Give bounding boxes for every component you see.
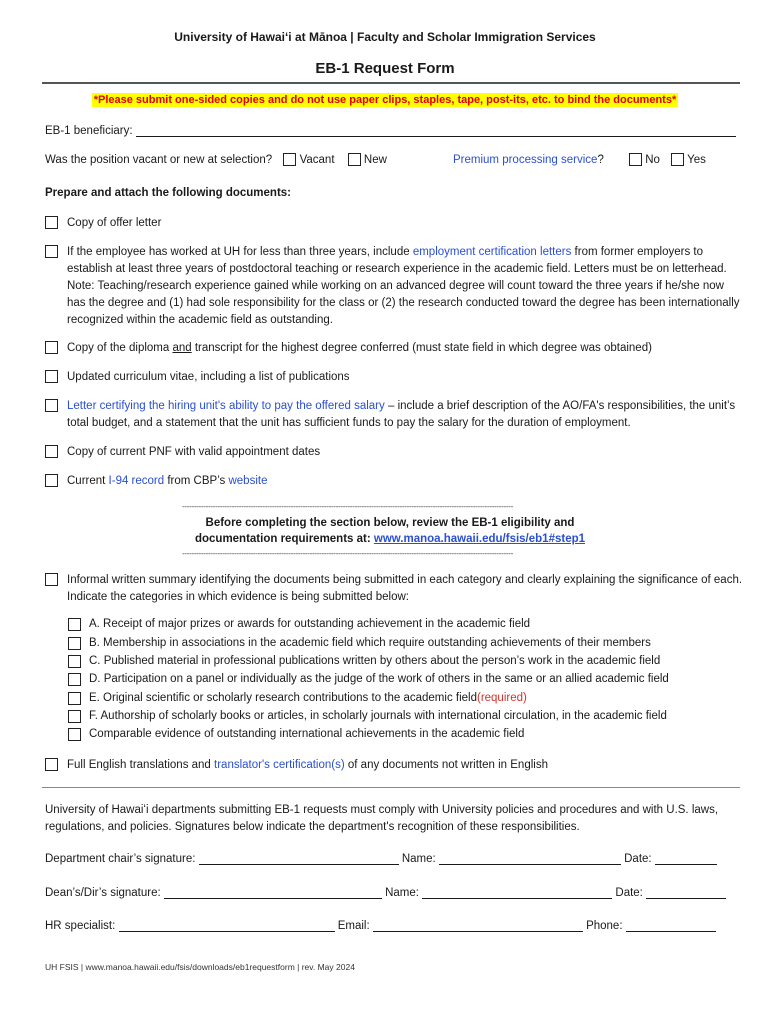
form-title: EB-1 Request Form [315, 60, 455, 77]
category-f-text: F. Authorship of scholarly books or articles, in scholarly journals with international circulation, in the academic field [89, 710, 667, 722]
dean-signature-field[interactable] [164, 886, 382, 899]
yes-label: Yes [687, 154, 706, 166]
form-footer: UH FSIS | www.manoa.hawaii.edu/fsis/downloads/eb1requestform | rev. May 2024 [45, 962, 355, 972]
doc-salary-letter [45, 398, 745, 432]
dean-signature-label: Dean’s/Dir’s signature: [45, 887, 161, 899]
category-b [68, 637, 651, 650]
notice-text: *Please submit one-sided copies and do not use paper clips, staples, tape, post-its, etc. to bind the documents* [93, 94, 677, 106]
vacant-checkbox[interactable] [283, 153, 296, 166]
chair-signature-field[interactable] [199, 852, 399, 865]
category-c-text: C. Published material in professional publications written by others about the person’s work in the academic field [89, 655, 661, 667]
dean-signature-row [45, 886, 726, 899]
summary-checkbox[interactable] [45, 573, 58, 586]
hr-email-label: Email: [337, 920, 370, 932]
diploma-text-pre: Copy of the diploma [67, 342, 173, 354]
i94-text-mid: from CBP’s [164, 475, 229, 487]
translations-text-pre: Full English translations and [67, 759, 215, 771]
diploma-and: and [172, 342, 192, 354]
form-header: University of Hawaiʻi at Mānoa | Faculty and Scholar Immigration Services [174, 30, 596, 44]
translations-text-post: of any documents not written in English [344, 759, 548, 771]
title-divider [42, 82, 740, 84]
category-d-text: D. Participation on a panel or individually as the judge of the work of others in the same or an allied academic field [89, 673, 669, 685]
category-a-checkbox[interactable] [68, 618, 81, 631]
category-a-text: A. Receipt of major prizes or awards for outstanding achievement in the academic field [89, 618, 531, 630]
i94-record-link[interactable]: I-94 record [108, 475, 165, 487]
translations-text [67, 757, 548, 774]
category-e-text: E. Original scientific or scholarly research contributions to the academic field [89, 692, 477, 704]
pnf-text: Copy of current PNF with valid appointment dates [67, 446, 321, 458]
translator-certification-link[interactable]: translator's certification(s) [214, 759, 345, 771]
dean-date-field[interactable] [646, 886, 726, 899]
doc-employment-letters [45, 244, 745, 329]
category-c [68, 655, 660, 668]
chair-name-label: Name: [401, 853, 436, 865]
employment-letters-text [67, 244, 745, 329]
category-e [68, 692, 527, 705]
category-comparable-checkbox[interactable] [68, 728, 81, 741]
new-label: New [363, 154, 387, 166]
category-f-checkbox[interactable] [68, 710, 81, 723]
category-e-checkbox[interactable] [68, 692, 81, 705]
premium-no-checkbox[interactable] [629, 153, 642, 166]
chair-date-label: Date: [624, 853, 652, 865]
position-question: Was the position vacant or new at selection? [45, 154, 273, 166]
review-line-2 [150, 531, 630, 547]
review-notice [150, 515, 630, 547]
review-line-2-text: documentation requirements at: [194, 533, 374, 545]
category-c-checkbox[interactable] [68, 655, 81, 668]
pnf-checkbox[interactable] [45, 445, 58, 458]
premium-processing-link[interactable]: Premium processing service [453, 154, 598, 166]
i94-checkbox[interactable] [45, 474, 58, 487]
doc-translations [45, 757, 745, 774]
category-d-checkbox[interactable] [68, 673, 81, 686]
binding-notice [0, 94, 770, 106]
hr-specialist-field[interactable] [119, 919, 335, 932]
category-a [68, 618, 530, 631]
i94-text-pre: Current [67, 475, 109, 487]
employment-text-post: from former employers to establish at least three years of postdoctoral teaching or research experience in the academic field. Letters must be on letterhead. Note: Teaching/research experience gained while working on an advanced degree will count toward the three years if he/she now has the degree and (1) had sole responsibility for the class or (2) the research conducted toward the degree has been internationally recognized within the academic field as outstanding. [67, 246, 740, 326]
diploma-checkbox[interactable] [45, 341, 58, 354]
category-b-checkbox[interactable] [68, 637, 81, 650]
cv-text: Updated curriculum vitae, including a list of publications [67, 371, 350, 383]
doc-summary [45, 572, 745, 606]
hr-email-field[interactable] [373, 919, 583, 932]
separator-bottom: -------------------------------------------------------------------------------------------------------------------------------------------- [182, 549, 513, 558]
vacant-label: Vacant [299, 154, 335, 166]
dean-date-label: Date: [615, 887, 643, 899]
compliance-statement [45, 802, 745, 836]
position-row [45, 153, 387, 166]
compliance-text: University of Hawaiʻi departments submitting EB-1 requests must comply with University policies and procedures and with U.S. laws, regulations, and policies. Signatures below indicate the department's recognition of these responsibilities. [45, 804, 719, 833]
category-comparable-text: Comparable evidence of outstanding international achievements in the academic field [89, 728, 525, 740]
category-comparable [68, 728, 524, 741]
hr-phone-label: Phone: [586, 920, 623, 932]
salary-text-post: – include a brief description of the AO/FA's responsibilities, the unit’s total budget, and a statement that the unit has sufficient funds to pay the salary for the duration of employment. [67, 400, 736, 429]
employment-text-pre: If the employee has worked at UH for less than three years, include [67, 246, 413, 258]
chair-name-field[interactable] [439, 852, 621, 865]
category-b-text: B. Membership in associations in the academic field which require outstanding achievements of their members [89, 637, 651, 649]
category-f [68, 710, 667, 723]
dean-name-field[interactable] [422, 886, 612, 899]
chair-signature-row [45, 852, 717, 865]
salary-letter-text [67, 398, 745, 432]
chair-signature-label: Department chair’s signature: [45, 853, 196, 865]
beneficiary-field[interactable] [136, 124, 736, 137]
separator-top: -------------------------------------------------------------------------------------------------------------------------------------------- [182, 502, 513, 511]
salary-letter-checkbox[interactable] [45, 399, 58, 412]
beneficiary-label: EB-1 beneficiary: [45, 125, 133, 137]
offer-letter-checkbox[interactable] [45, 216, 58, 229]
eligibility-url-link[interactable]: www.manoa.hawaii.edu/fsis/eb1#step1 [373, 533, 586, 545]
chair-date-field[interactable] [655, 852, 717, 865]
diploma-text [67, 340, 652, 357]
hr-phone-field[interactable] [626, 919, 716, 932]
prepare-heading: Prepare and attach the following documents: [45, 187, 292, 199]
translations-checkbox[interactable] [45, 758, 58, 771]
new-checkbox[interactable] [348, 153, 361, 166]
offer-letter-text: Copy of offer letter [67, 217, 162, 229]
doc-cv [45, 369, 745, 386]
required-label: (required) [476, 692, 527, 704]
category-d [68, 673, 669, 686]
dean-name-label: Name: [385, 887, 419, 899]
no-label: No [645, 154, 660, 166]
premium-question-mark: ? [597, 154, 604, 166]
employment-certification-link[interactable]: employment certification letters [412, 246, 572, 258]
section-divider [42, 787, 740, 788]
diploma-text-post: transcript for the highest degree conferred (must state field in which degree was obtained) [191, 342, 652, 354]
doc-pnf [45, 444, 745, 461]
summary-text: Informal written summary identifying the documents being submitted in each category and clearly explaining the significance of each. Indicate the categories in which evidence is being submitted below: [67, 574, 743, 603]
doc-diploma [45, 340, 745, 357]
beneficiary-row [45, 124, 736, 137]
employment-letters-checkbox[interactable] [45, 245, 58, 258]
hr-row [45, 919, 716, 932]
cv-checkbox[interactable] [45, 370, 58, 383]
hr-specialist-label: HR specialist: [45, 920, 116, 932]
doc-i94 [45, 473, 745, 490]
premium-yes-checkbox[interactable] [671, 153, 684, 166]
salary-letter-link[interactable]: Letter certifying the hiring unit's ability to pay the offered salary [67, 400, 385, 412]
premium-row [453, 153, 706, 166]
cbp-website-link[interactable]: website [228, 475, 268, 487]
doc-offer-letter [45, 215, 745, 232]
review-line-1: Before completing the section below, review the EB-1 eligibility and [205, 517, 575, 529]
i94-text [67, 473, 267, 490]
